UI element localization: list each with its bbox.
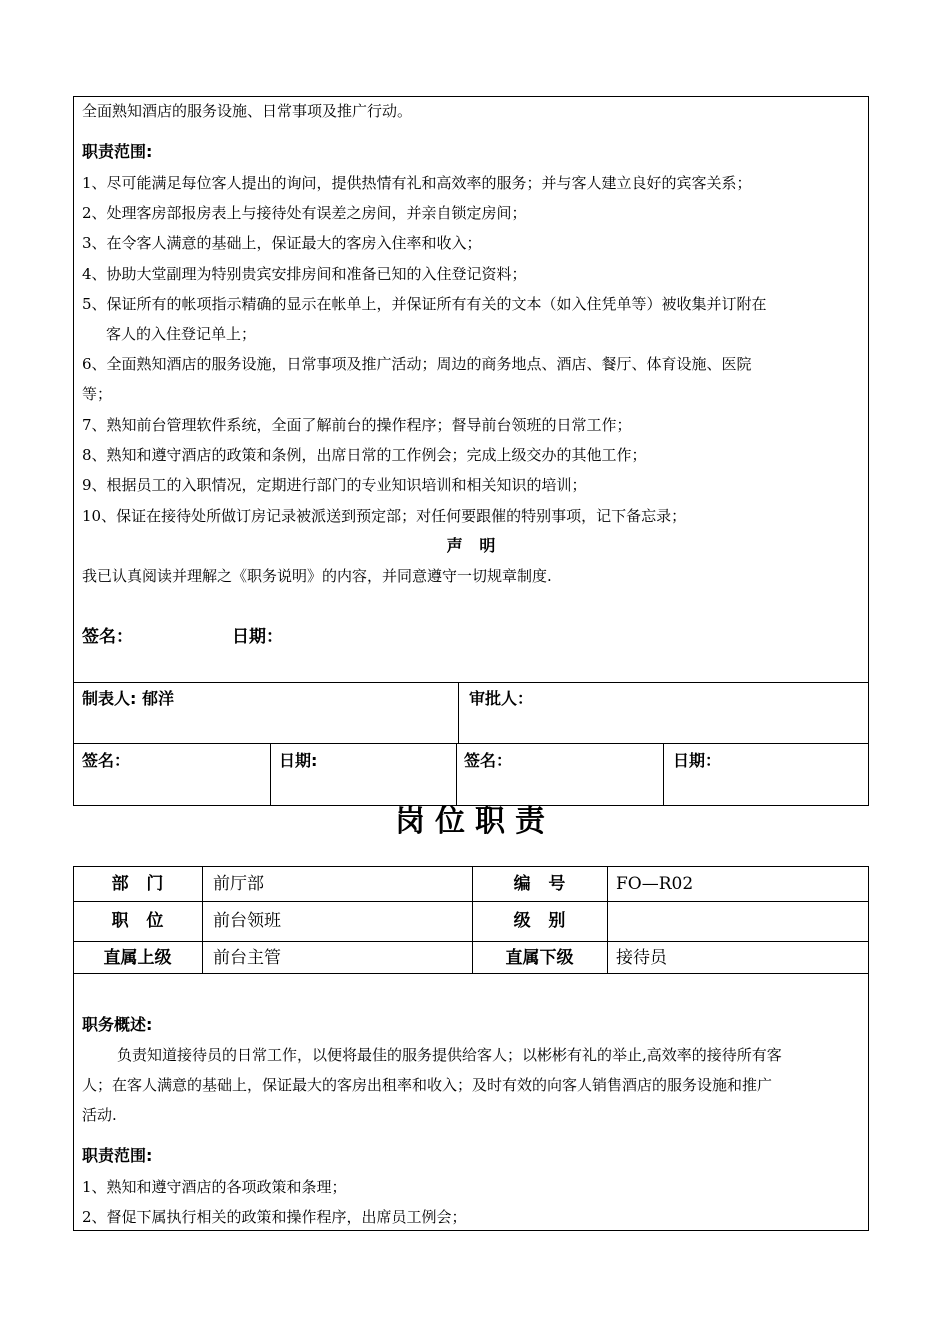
sign-label: 签名： bbox=[82, 627, 133, 647]
duty-item-continuation: 客人的入住登记单上； bbox=[106, 325, 257, 343]
duty-item: 1、尽可能满足每位客人提出的询问，提供热情有礼和高效率的服务；并与客人建立良好的宾客关系； bbox=[82, 174, 752, 192]
subordinate-label: 直属下级 bbox=[505, 948, 574, 968]
scope-heading: 职责范围: bbox=[82, 1146, 153, 1165]
subordinate-value: 接待员 bbox=[616, 948, 667, 968]
top-line: 全面熟知酒店的服务设施、日常事项及推广行动。 bbox=[82, 102, 413, 120]
duty-item-continuation: 等； bbox=[82, 385, 113, 403]
duty-item: 1、熟知和遵守酒店的各项政策和条理； bbox=[82, 1178, 347, 1196]
date-label: 日期： bbox=[673, 751, 722, 770]
approver: 审批人： bbox=[469, 689, 534, 708]
divider bbox=[73, 901, 869, 902]
date-label: 日期: bbox=[279, 751, 318, 770]
sign-label: 签名： bbox=[82, 751, 131, 770]
divider bbox=[456, 743, 457, 805]
scope-heading: 职责范围: bbox=[82, 142, 153, 161]
duty-item: 2、督促下属执行相关的政策和操作程序，出席员工例会； bbox=[82, 1208, 467, 1226]
page-title: 岗位职责 bbox=[395, 804, 555, 839]
date-label: 日期： bbox=[232, 627, 283, 647]
overview-line: 人；在客人满意的基础上，保证最大的客房出租率和收入；及时有效的向客人销售酒店的服务设施和推广 bbox=[82, 1076, 773, 1094]
duty-item: 4、协助大堂副理为特别贵宾安排房间和准备已知的入住登记资料； bbox=[82, 265, 527, 283]
duty-item: 2、处理客房部报房表上与接待处有误差之房间，并亲自锁定房间； bbox=[82, 204, 527, 222]
duty-item: 9、根据员工的入职情况，定期进行部门的专业知识培训和相关知识的培训； bbox=[82, 476, 587, 494]
duty-item: 5、保证所有的帐项指示精确的显示在帐单上，并保证所有有关的文本（如入住凭单等）被收集并订附在 bbox=[82, 295, 767, 313]
superior-value: 前台主管 bbox=[213, 948, 281, 968]
duty-item: 8、熟知和遵守酒店的政策和条例，出席日常的工作例会；完成上级交办的其他工作； bbox=[82, 446, 647, 464]
divider bbox=[458, 682, 459, 744]
divider bbox=[202, 866, 203, 974]
duty-item: 7、熟知前台管理软件系统，全面了解前台的操作程序；督导前台领班的日常工作； bbox=[82, 416, 632, 434]
divider bbox=[73, 682, 869, 683]
code-label: 编 号 bbox=[513, 874, 566, 894]
divider bbox=[73, 743, 869, 744]
divider bbox=[270, 743, 271, 805]
superior-label: 直属上级 bbox=[103, 948, 172, 968]
overview-heading: 职务概述: bbox=[82, 1015, 153, 1034]
preparer: 制表人: 郁洋 bbox=[82, 689, 174, 708]
duty-item: 6、全面熟知酒店的服务设施，日常事项及推广活动；周边的商务地点、酒店、餐厅、体育设施、医院 bbox=[82, 355, 752, 373]
level-label: 级 别 bbox=[513, 911, 566, 931]
duty-item: 3、在令客人满意的基础上，保证最大的客房入住率和收入； bbox=[82, 234, 482, 252]
divider bbox=[607, 866, 608, 974]
sign-label: 签名： bbox=[464, 751, 513, 770]
statement-text: 我已认真阅读并理解之《职务说明》的内容，并同意遵守一切规章制度. bbox=[82, 567, 552, 585]
overview-line: 活动. bbox=[82, 1106, 117, 1124]
divider bbox=[663, 743, 664, 805]
statement-title: 声 明 bbox=[446, 536, 496, 555]
post-value: 前台领班 bbox=[213, 911, 281, 931]
dept-value: 前厅部 bbox=[213, 874, 264, 894]
dept-label: 部 门 bbox=[111, 874, 164, 894]
divider bbox=[73, 941, 869, 942]
duty-item: 10、保证在接待处所做订房记录被派送到预定部；对任何要跟催的特别事项，记下备忘录； bbox=[82, 507, 687, 525]
code-value: FO—R02 bbox=[616, 874, 694, 894]
post-label: 职 位 bbox=[111, 911, 164, 931]
overview-line: 负责知道接待员的日常工作，以便将最佳的服务提供给客人；以彬彬有礼的举止,高效率的接待所有客 bbox=[117, 1046, 782, 1064]
